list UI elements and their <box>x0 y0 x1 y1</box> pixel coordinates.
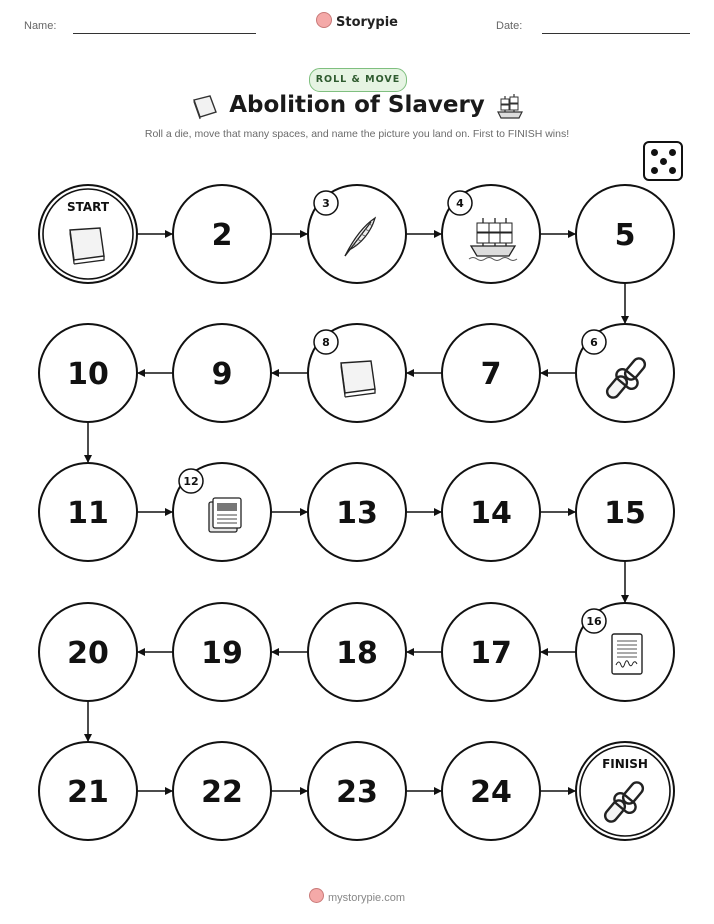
space-number: 21 <box>67 775 109 810</box>
instructions: Roll a die, move that many spaces, and name the picture you land on. First to FINISH wins! <box>144 128 570 140</box>
board-space <box>442 324 540 422</box>
space-number: 2 <box>211 218 233 253</box>
space-number: 23 <box>336 775 378 810</box>
footer-url: mystorypie.com <box>327 892 406 904</box>
board-space <box>39 463 137 561</box>
board-space <box>576 324 674 422</box>
space-number: 17 <box>470 636 512 671</box>
space-number: 14 <box>470 496 512 531</box>
page-title: Abolition of Slavery <box>229 92 485 118</box>
space-number-badge: 6 <box>590 336 598 349</box>
board-space <box>173 324 271 422</box>
board-space <box>39 324 137 422</box>
board-space <box>39 603 137 701</box>
space-number-badge: 4 <box>456 197 464 210</box>
space-number-badge: 8 <box>322 336 330 349</box>
space-number: 15 <box>604 496 646 531</box>
board-space <box>173 742 271 840</box>
board-space <box>308 742 406 840</box>
brand-name: Storypie <box>336 15 398 30</box>
newspaper-icon <box>209 498 241 532</box>
start-space <box>39 185 137 283</box>
board-space <box>173 185 271 283</box>
document-icon <box>612 634 642 674</box>
board-space <box>442 603 540 701</box>
board-space <box>442 185 540 283</box>
space-number: 19 <box>201 636 243 671</box>
board-space <box>173 463 271 561</box>
space-number: 13 <box>336 496 378 531</box>
board-space <box>442 742 540 840</box>
space-number: 7 <box>480 357 502 392</box>
board-space <box>173 603 271 701</box>
space-number-badge: 12 <box>183 475 199 488</box>
space-number: 20 <box>67 636 109 671</box>
pig-mascot-icon <box>309 888 324 903</box>
name-label: Name: <box>24 20 57 32</box>
space-label: START <box>66 200 110 214</box>
space-number: 24 <box>470 775 512 810</box>
space-number: 22 <box>201 775 243 810</box>
activity-badge: ROLL & MOVE <box>309 68 407 92</box>
space-number-badge: 16 <box>586 615 602 628</box>
footer <box>0 888 714 904</box>
date-label: Date: <box>496 20 523 32</box>
space-number: 18 <box>336 636 378 671</box>
board-space <box>308 463 406 561</box>
space-label: FINISH <box>602 757 648 771</box>
board-space <box>576 185 674 283</box>
finish-space <box>576 742 674 840</box>
space-number: 5 <box>614 218 636 253</box>
board-space <box>308 185 406 283</box>
board-space <box>308 324 406 422</box>
space-number-badge: 3 <box>322 197 330 210</box>
space-number: 11 <box>67 496 109 531</box>
board-space <box>308 603 406 701</box>
board-space <box>576 463 674 561</box>
board-space <box>39 742 137 840</box>
space-number: 10 <box>67 357 109 392</box>
board-space <box>442 463 540 561</box>
board-space <box>576 603 674 701</box>
space-number: 9 <box>211 357 233 392</box>
